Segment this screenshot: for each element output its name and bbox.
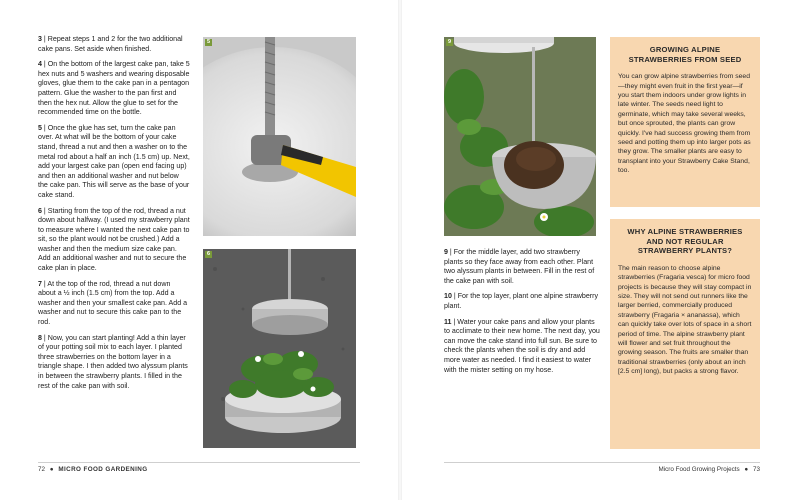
step-3: 3 | Repeat steps 1 and 2 for the two additional cake pans. Set aside when finished. (38, 35, 183, 53)
sidebar-why-alpine (610, 219, 760, 449)
cake-stand-photo-image (203, 249, 356, 448)
sidebar-title: GROWING ALPINE STRAWBERRIES FROM SEED (628, 45, 742, 64)
photo-cake-stand-base (203, 249, 356, 448)
photo-badge-6: 6 (207, 251, 211, 257)
page-number: 72 (38, 466, 46, 473)
sidebar-body: The main reason to choose alpine strawberries (Fragaria vesca) for micro food projects is because they will stay compact in size. They will not send out runners like the larger berried, commercially produced strawberry (Fragaria × ananassa), which can quickly take over lots of space in a short period of time. The alpine strawberry plant will flower and set fruit throughout the growing season. The fruits are smaller than traditional strawberries (only about an inch [2.5 cm] long), but packs a strong flavor. (618, 264, 752, 376)
footer-bullet: ● (744, 466, 749, 473)
photo-badge-5: 5 (207, 39, 211, 45)
left-footer (38, 466, 148, 473)
photo-strawberry-layer (444, 37, 596, 236)
left-steps-column (38, 35, 190, 397)
step-8: 8 | Now, you can start planting! Add a thin layer of your potting soil mix to each layer. I planted three strawberries on the bottom layer in a triangle shape. I then added two alyssum plants in between the strawberry plants. I filled in the rest of the cake pan with soil. (38, 333, 188, 390)
step-7: 7 | At the top of the rod, thread a nut down about a ½ inch (1.5 cm) from the top. Add a washer and then your smallest cake pan. Add a washer and nut to secure this cake pan to the rod. (38, 279, 188, 327)
step-11: 11 | Water your cake pans and allow your plants to acclimate to their new home. The next day, you can move the cake stand into full sun. Be sure to check the plants when the soil is dry and add more water as needed. I find it easiest to water with the mister setting on my hose. (444, 317, 600, 374)
step-4: 4 | On the bottom of the largest cake pan, take 5 hex nuts and 5 washers and wearing disposable gloves, glue them to the cake pan in a pentagon pattern. Glue the washer to the pan first and then the hex nut. Allow the glue to set for the recommended time on the bottle. (38, 60, 190, 117)
wrench-photo-image (203, 37, 356, 236)
running-title: Micro Food Growing Projects (658, 466, 740, 473)
left-footer-rule (38, 462, 360, 463)
right-page (400, 0, 800, 500)
footer-bullet: ● (49, 466, 54, 473)
photo-badge-9: 9 (448, 39, 452, 45)
running-title: MICRO FOOD GARDENING (58, 466, 148, 473)
right-footer-rule (444, 462, 760, 463)
step-5: 5 | Once the glue has set, turn the cake pan over. At what will be the bottom of your cake stand, thread a nut and then a washer on to the metal rod about a half an inch (1.5 cm) up. Next, add your largest cake pan (open end facing up) and then an additional washer and nut below the cake pan. This will serve as the base of your cake stand. (38, 123, 190, 199)
right-steps-column (444, 248, 600, 381)
photo-wrench-on-rod (203, 37, 356, 236)
strawberry-layer-photo-image (444, 37, 596, 236)
step-9: 9 | For the middle layer, add two strawberry plants so they face away from each other. Plant two alyssum plants in between. Fill in the rest of the cake pan with soil. (444, 248, 595, 285)
right-footer (658, 466, 760, 473)
sidebar-body: You can grow alpine strawberries from seed—they might even fruit in the first year—if you start them indoors under grow lights in late winter. The seeds need light to germinate, which may take several weeks, but once sprouted, the plants can grow quickly. I've had success growing them from seed and potting them up into larger pots as they grow. The smaller plants are easy to transplant into your Strawberry Cake Stand, too. (618, 73, 751, 175)
page-number: 73 (752, 466, 760, 473)
step-10: 10 | For the top layer, plant one alpine strawberry plant. (444, 292, 599, 310)
sidebar-growing-from-seed (610, 37, 760, 207)
step-6: 6 | Starting from the top of the rod, thread a nut down about halfway. (I used my strawberry plant to measure where I wanted the next cake pan to sit, so the plant would not be crushed.) Add a washer and then the medium size cake pan. Add an additional washer and nut to secure the cake plan in place. (38, 206, 190, 273)
sidebar-title: WHY ALPINE STRAWBERRIES AND NOT REGULAR STRAWBERRY PLANTS? (627, 227, 743, 256)
